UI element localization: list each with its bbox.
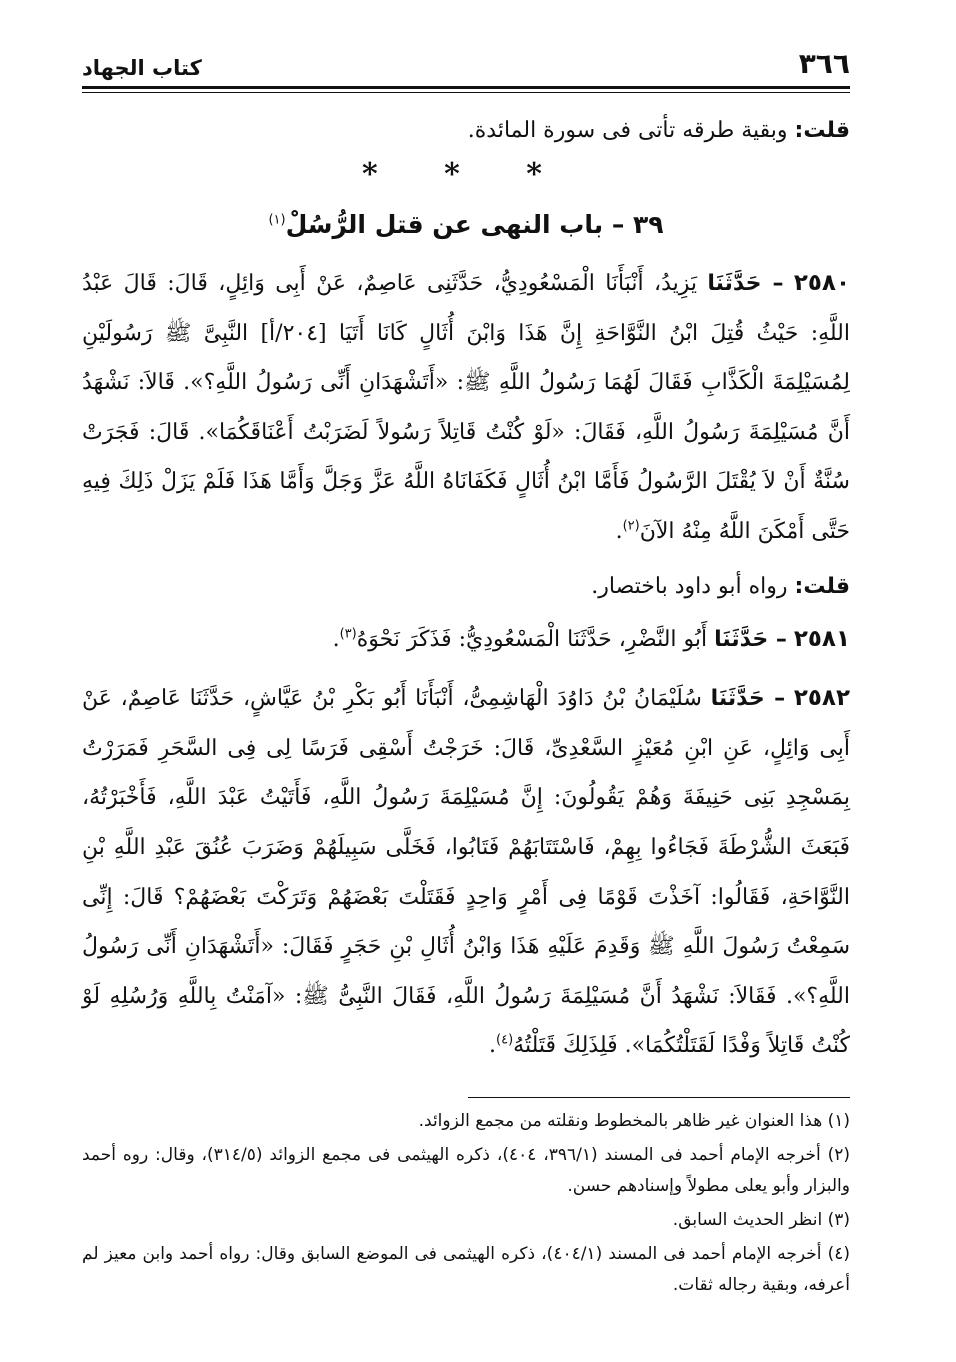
hadith-end: . [489,1033,497,1059]
hadith-opening: – حَدَّثَنَا [710,686,786,712]
book-page [82,40,850,1304]
header-rule-thick [82,86,850,89]
hadith-footnote-ref: (٣) [339,626,357,642]
comment-note [82,565,850,609]
page-header [82,40,850,80]
comment-text: رواه أبو داود باختصار. [591,573,795,599]
footnotes [82,1106,850,1301]
hadith-2582 [82,674,850,1071]
chapter-title-text: ٣٩ – باب النهى عن قتل الرُّسُلْ [285,210,664,239]
hadith-text: سُلَيْمَانُ بْنُ دَاوُدَ الْهَاشِمِىُّ، أَنْبَأَنَا أَبُو بَكْرِ بْنُ عَيَّاشٍ، حَدَّثَنَا عَاصِمٌ، عَنْ أَبِى وَائِلٍ، عَنِ ابْنِ مُعَيْزٍ السَّعْدِىِّ، قَالَ: خَرَجْتُ أَسْقِى فَرَسًا لِى فِى السَّحَرِ فَمَرَرْتُ بِمَسْجِدِ بَنِى حَنِيفَةَ وَهُمْ يَقُولُونَ: إِنَّ مُسَيْلِمَةَ رَسُولُ اللَّهِ، فَأَتَيْتُ عَبْدَ اللَّهِ، فَأَخْبَرْتُهُ، فَبَعَثَ الشُّرْطَةَ فَجَاءُوا بِهِمْ، فَاسْتَتَابَهُمْ فَتَابُوا، فَخَلَّى سَبِيلَهُمْ وَضَرَبَ عُنُقَ عَبْدِ اللَّهِ بْنِ النَّوَّاحَةِ، فَقَالُوا: آخَذْتَ قَوْمًا فِى أَمْرٍ وَاحِدٍ فَقَتَلْتَ بَعْضَهُمْ وَتَرَكْتَ بَعْضَهُمْ؟ قَالَ: إِنِّى سَمِعْتُ رَسُولَ اللَّهِ ﷺ وَقَدِمَ عَلَيْهِ هَذَا وَابْنُ أُثَالِ بْنِ حَجَرٍ فَقَالَ: «أَتَشْهَدَانِ أَنِّى رَسُولُ اللَّهِ؟». فَقَالاَ: نَشْهَدُ أَنَّ مُسَيْلِمَةَ رَسُولُ اللَّهِ، فَقَالَ النَّبِىُّ ﷺ: «آمَنْتُ بِاللَّهِ وَرُسُلِهِ لَوْ كُنْتُ قَاتِلاً وَفْدًا لَقَتَلْتُكُمَا». فَلِذَلِكَ قَتَلْتُهُ [82,686,850,1059]
footnote-3: (٣) انظر الحديث السابق. [672,1209,850,1230]
hadith-2581 [82,615,850,665]
chapter-title [82,203,850,247]
footnote-4: (٤) أخرجه الإمام أحمد فى المسند (٤٠٤/١)، ذكره الهيثمى فى الموضع السابق وقال: رواه أحمد وابن معيز لم أعرفه، وبقية رجاله ثقات. [82,1243,850,1295]
footnote-2: (٢) أخرجه الإمام أحمد فى المسند (٣٩٦/١، ٤٠٤)، ذكره الهيثمى فى مجمع الزوائد (٣١٤/٥)، وقال: روه أحمد والبزار وأبو يعلى مطولاً وإسنادهم حسن. [82,1144,851,1196]
intro-note [82,111,850,151]
hadith-end: . [332,626,340,652]
hadith-text: أَبُو النَّضْرِ، حَدَّثَنَا الْمَسْعُودِيُّ: فَذَكَرَ نَحْوَهُ [356,626,715,652]
intro-lead: قلت: [794,118,850,143]
hadith-number: ٢٥٨١ [793,625,850,652]
chapter-footnote-ref: (١) [268,212,286,228]
hadith-number: ٢٥٨٠ [793,270,850,296]
page-number: ٣٦٦ [798,47,850,80]
comment-lead: قلت: [794,573,850,599]
intro-text: وبقية طرقه تأتى فى سورة المائدة. [467,118,795,143]
hadith-number: ٢٥٨٢ [793,685,850,712]
book-title: كتاب الجهاد [82,56,202,80]
hadith-footnote-ref: (٢) [622,518,640,534]
hadith-opening: – حَدَّثَنَا [707,271,784,296]
header-rule-thin [82,92,850,93]
footnote-1: (١) هذا العنوان غير ظاهر بالمخطوط ونقلته من مجمع الزوائد. [418,1110,850,1131]
hadith-footnote-ref: (٤) [496,1032,514,1048]
hadith-2580 [82,259,850,557]
footnote-separator [468,1097,850,1098]
section-separator: * * * [362,157,570,192]
hadith-text: يَزِيدُ، أَنْبَأَنَا الْمَسْعُودِيُّ، حَدَّثَنِى عَاصِمٌ، عَنْ أَبِى وَائِلٍ، قَالَ: قَالَ عَبْدُ اللَّهِ: حَيْثُ قُتِلَ ابْنُ النَّوَّاحَةِ إِنَّ هَذَا وَابْنَ أُثَالٍ كَانَا أَتَيَا [٢٠٤/أ] النَّبِىَّ ﷺ رَسُولَيْنِ لِمُسَيْلِمَةَ الْكَذَّابِ فَقَالَ لَهُمَا رَسُولُ اللَّهِ ﷺ: «أَتَشْهَدَانِ أَنِّى رَسُولُ اللَّهِ؟». قَالاَ: نَشْهَدُ أَنَّ مُسَيْلِمَةَ رَسُولُ اللَّهِ، فَقَالَ: «لَوْ كُنْتُ قَاتِلاً رَسُولاً لَضَرَبْتُ أَعْنَاقَكُمَا». قَالَ: فَجَرَتْ سُنَّةٌ أَنْ لاَ يُقْتَلَ الرَّسُولُ فَأَمَّا ابْنُ أُثَالٍ فَكَفَانَاهُ اللَّهُ عَزَّ وَجَلَّ وَأَمَّا هَذَا فَلَمْ يَزَلْ ذَلِكَ فِيهِ حَتَّى أَمْكَنَ اللَّهُ مِنْهُ الآنَ [82,271,850,544]
hadith-end: . [615,518,623,544]
hadith-opening: – حَدَّثَنَا [714,626,787,652]
